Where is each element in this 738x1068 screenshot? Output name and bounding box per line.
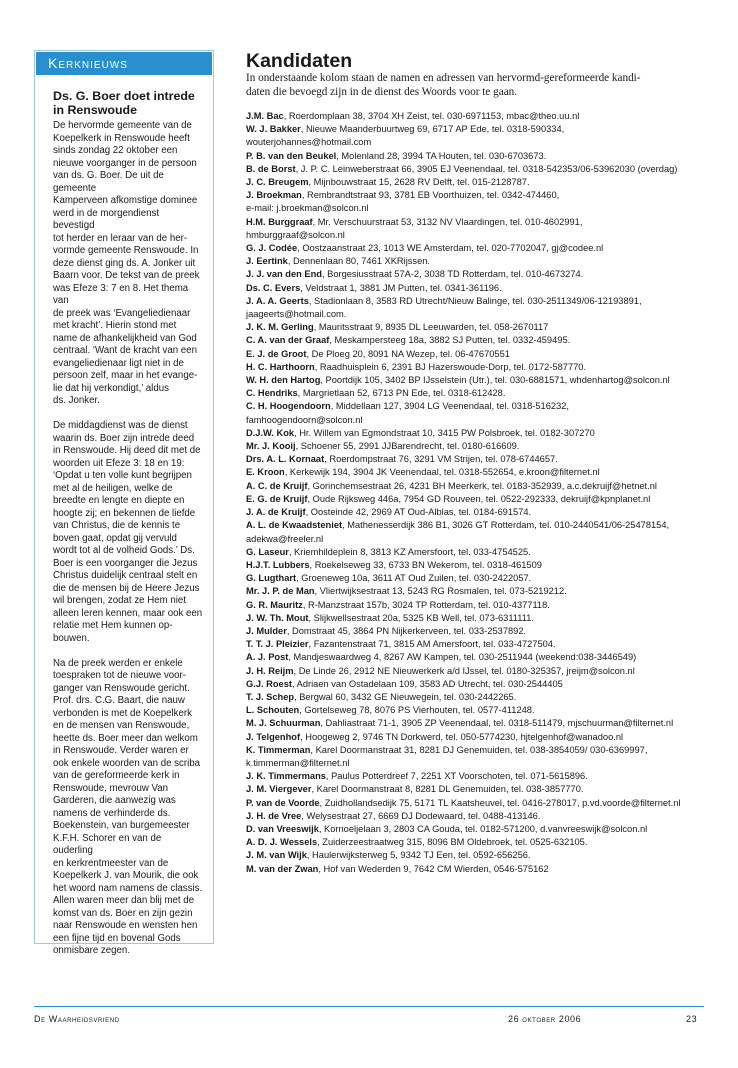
candidate-name: J. H. Reijm <box>246 665 294 676</box>
candidate-name: T. T. J. Pleizier <box>246 639 309 650</box>
candidate-entry <box>246 506 706 519</box>
candidate-name: C. A. van der Graaf <box>246 335 330 346</box>
candidate-entry <box>246 717 706 730</box>
candidate-details: , Adriaen van Ostadelaan 109, 3583 AD Utrecht, tel. 030-2544405 <box>291 678 563 689</box>
candidate-name: A. L. de Kwaadsteniet <box>246 520 343 531</box>
candidate-details: , Gortelseweg 78, 8076 PS Vierhouten, tel. 0577-411248. <box>299 705 535 716</box>
candidate-entry <box>246 638 706 651</box>
candidate-name: J. K. Timmermans <box>246 771 326 782</box>
candidate-details: , Borgesiusstraat 57A-2, 3038 TD Rotterdam, tel. 010-4673274. <box>321 269 584 280</box>
candidate-entry <box>246 163 706 176</box>
candidate-details: , Karel Doormanstraat 31, 8281 DJ Genemuiden, tel. 038-3854059/ 030-6369997, k.timmerman@filternet.nl <box>246 744 648 768</box>
candidate-entry <box>246 770 706 783</box>
candidate-name: J. Broekman <box>246 190 302 201</box>
candidate-details: , Fazantenstraat 71, 3815 AM Amersfoort, tel. 033-4727504. <box>308 639 556 650</box>
candidate-details: , Oosteinde 42, 2969 AT Oud-Alblas, tel. 0184-691574. <box>305 507 532 518</box>
page-title: Kandidaten <box>246 50 353 72</box>
candidate-name: C. Hendriks <box>246 388 298 399</box>
candidate-details: , Zuiderzeestraatweg 315, 8096 BM Oldebroek, tel. 0525-632105. <box>317 837 588 848</box>
candidate-name: H.J.T. Lubbers <box>246 559 310 570</box>
candidate-name: G. Laseur <box>246 546 289 557</box>
candidate-entry <box>246 480 706 493</box>
candidate-name: T. J. Schep <box>246 691 295 702</box>
candidate-details: , Dennenlaan 80, 7461 XKRijssen. <box>287 256 430 267</box>
candidate-entry <box>246 678 706 691</box>
candidate-entry <box>246 321 706 334</box>
candidate-entry <box>246 440 706 453</box>
candidate-details: , Roerdompstraat 76, 3291 VM Strijen, tel. 078-6744657. <box>324 454 558 465</box>
candidate-entry <box>246 348 706 361</box>
candidate-details: , Hoogeweg 2, 9746 TN Dorkwerd, tel. 050-5774230, hjtelgenhof@wanadoo.nl <box>300 731 624 742</box>
candidate-entry <box>246 744 706 770</box>
candidate-details: , Stadionlaan 8, 3583 RD Utrecht/Nieuw Balinge, tel. 030-2511349/06-12193891, jaageerts@hotmail.com. <box>246 295 642 320</box>
candidate-name: W. H. den Hartog <box>246 375 321 386</box>
candidate-details: , Roerdomplaan 38, 3704 XH Zeist, tel. 030-6971153, mbac@theo.uu.nl <box>283 111 580 121</box>
candidate-entry <box>246 731 706 744</box>
candidate-entry <box>246 651 706 664</box>
candidate-entry <box>246 810 706 823</box>
candidate-entry <box>246 493 706 506</box>
candidate-entry <box>246 189 706 215</box>
candidate-details: , Mijnbouwstraat 15, 2628 RV Delft, tel. 015-2128787. <box>308 177 530 188</box>
candidate-entry <box>246 519 706 545</box>
page-number: 23 <box>686 1014 698 1024</box>
candidate-name: G. Lugthart <box>246 573 297 584</box>
candidate-name: J. A. de Kruijf <box>246 507 306 518</box>
candidate-entry <box>246 665 706 678</box>
candidate-details: , Mauritsstraat 9, 8935 DL Leeuwarden, tel. 058-2670117 <box>313 322 549 333</box>
candidate-name: M. van der Zwan <box>246 863 319 874</box>
candidate-entry <box>246 612 706 625</box>
article-paragraph: De middagdienst was de dienst waarin ds. Boer zijn intrede deed in Renswoude. Hij deed dit met de woorden uit Efeze 3: 18 en 19: ‘Opdat u ten volle kunt begrijpen met al de heiligen, welke de breedte en lengte en diepte en hoogte zij; en bekennen de liefde van Christus, die de kennis te boven gaat, opdat gij vervuld wordt tot al de volheid Gods.’ Ds. Boer is een voorganger die Jezus Christus duidelijk centraal stelt en die de mensen bij de Heere Jezus wil brengen, zodat ze Hem niet alleen leren kennen, maar ook een relatie met Hem kunnen op- bouwen. <box>53 420 203 644</box>
candidate-name: B. de Borst <box>246 163 296 174</box>
candidate-name: E. G. de Kruijf <box>246 493 308 504</box>
candidate-entry <box>246 453 706 466</box>
candidate-name: H. C. Harthoorn <box>246 361 315 372</box>
candidate-name: E. Kroon <box>246 467 285 478</box>
candidate-name: C. H. Hoogendoorn <box>246 401 331 412</box>
candidate-name: J. Telgenhof <box>246 731 301 742</box>
candidate-entry <box>246 849 706 862</box>
candidate-details: , Raadhuisplein 6, 2391 BJ Hazerswoude-Dorp, tel. 0172-587770. <box>314 361 587 372</box>
candidate-details: , De Ploeg 20, 8091 NA Wezep, tel. 06-47670551 <box>306 348 510 359</box>
candidate-details: , Mathenesserdijk 386 B1, 3026 GT Rotterdam, tel. 010-2440541/06-25478154, adekwa@freeler.nl <box>246 520 670 544</box>
candidates-section <box>246 50 706 876</box>
candidate-entry <box>246 546 706 559</box>
candidate-entry <box>246 797 706 810</box>
candidate-details: , Oostzaanstraat 23, 1013 WE Amsterdam, tel. 020-7702047, gj@codee.nl <box>297 243 604 254</box>
candidate-details: , Dahliastraat 71-1, 3905 ZP Veenendaal, tel. 0318-511479, mjschuurman@filternet.nl <box>320 718 674 729</box>
candidate-entry <box>246 599 706 612</box>
candidate-name: E. J. de Groot <box>246 348 307 359</box>
candidate-details: , Margrietlaan 52, 6713 PN Ede, tel. 0318-612428. <box>297 388 506 399</box>
article-paragraph: Na de preek werden er enkele toespraken tot de nieuwe voor- ganger van Renswoude gericht. Prof. drs. C.G. Baart, die nauw verbonden is met de Koepelkerk en de mensen van Renswoude, heette ds. Boer meer dan welkom in Renswoude. Verder waren er ook enkele woorden van de scriba van de gereformeerde kerk in Renswoude, mevrouw Van Garderen, die aanwezig was namens de verhinderde ds. Boekenstein, van burgemeester K.F.H. Schorer en van de ouderling en kerkrentmeester van de Koepelkerk J. van Mourik, die ook het woord nam namens de classis. Allen waren meer dan blij met de komst van ds. Boer en zijn gezin naar Renswoude en wensten hen een fijne tijd en bovenal Gods onmisbare zegen. <box>53 657 203 956</box>
candidate-details: , Kornoeljelaan 3, 2803 CA Gouda, tel. 0182-571200, d.vanvreeswijk@solcon.nl <box>318 823 648 834</box>
candidate-details: , Zuidhollandsedijk 75, 5171 TL Kaatsheuvel, tel. 0416-278017, p.vd.voorde@filternet.nl <box>319 797 681 808</box>
candidate-name: L. Schouten <box>246 705 300 716</box>
section-intro: In onderstaande kolom staan de namen en adressen van hervormd-gereformeerde kandi- daten die bevoegd zijn in de dienst des Woords voor te gaan. <box>246 72 641 98</box>
candidate-entry <box>246 823 706 836</box>
article-paragraph: De hervormde gemeente van de Koepelkerk in Renswoude heeft sinds zondag 22 oktober een nieuwe voorganger in de persoon van ds. G. Boer. De uit de gemeente Kamperveen afkomstige dominee werd in de morgendienst bevestigd tot herder en leraar van de her- vormde gemeente Renswoude. In deze dienst ging ds. A. Jonker uit Baarn voor. De tekst van de preek was Efeze 3: 7 en 8. Het thema van de preek was ‘Evangeliedienaar met kracht’. Hierin stond met name de afhankelijkheid van God centraal. ‘Want de kracht van een evangeliedienaar ligt niet in de persoon zelf, maar in het evange- lie dat hij verkondigt,’ aldus ds. Jonker. <box>53 120 200 406</box>
candidate-details: , J. P. C. Leinweberstraat 66, 3905 EJ Veenendaal, tel. 0318-542353/06-53962030 (overdag) <box>295 163 678 174</box>
candidate-details: , Hr. Willem van Egmondstraat 10, 3415 PW Polsbroek, tel. 0182-307270 <box>294 427 595 438</box>
candidate-details: , Bergwal 60, 3432 GE Nieuwegein, tel. 030-2442265. <box>294 691 517 702</box>
candidate-name: P. van de Voorde <box>246 797 320 808</box>
candidate-details: , Welysestraat 27, 6669 DJ Dodewaard, tel. 0488-413146. <box>301 810 541 821</box>
candidate-entry <box>246 110 706 123</box>
candidate-details: , Mr. Verschuurstraat 53, 3132 NV Vlaardingen, tel. 010-4602991, hmburggraaf@solcon.nl <box>246 216 583 240</box>
candidate-entry <box>246 123 706 149</box>
candidate-details: , Middellaan 127, 3904 LG Veenendaal, tel. 0318-516232, famhoogendoorn@solcon.nl <box>246 401 569 425</box>
footer-publication: De Waarheidsvriend <box>34 1014 120 1024</box>
candidate-name: P. B. van den Beukel <box>246 150 337 161</box>
candidate-name: W. J. Bakker <box>246 124 301 135</box>
candidate-name: J. J. van den End <box>246 269 322 280</box>
candidate-details: , Poortdijk 105, 3402 BP IJsselstein (Utr.), tel. 030-6881571, whdenhartog@solcon.nl <box>320 375 670 386</box>
candidate-name: J.M. Bac <box>246 111 284 121</box>
candidate-entry <box>246 466 706 479</box>
candidate-entry <box>246 176 706 189</box>
candidate-details: , Haulerwijksterweg 5, 9342 TJ Een, tel. 0592-656256. <box>306 850 531 861</box>
candidate-entry <box>246 255 706 268</box>
candidate-details: , De Linde 26, 2912 NE Nieuwerkerk a/d IJssel, tel. 0180-325357, jreijm@solcon.nl <box>293 665 635 676</box>
candidate-name: J. K. M. Gerling <box>246 322 314 333</box>
candidate-name: J. A. A. Geerts <box>246 295 309 306</box>
candidate-name: Drs. A. L. Kornaat <box>246 454 325 465</box>
candidate-name: G. J. Codée <box>246 243 298 254</box>
candidate-details: , Paulus Potterdreef 7, 2251 XT Voorschoten, tel. 071-5615896. <box>325 771 588 782</box>
candidate-details: , Nieuwe Maanderbuurtweg 69, 6717 AP Ede, tel. 0318-590334, wouterjohannes@hotmail.com <box>246 124 565 148</box>
article-title: Ds. G. Boer doet intrede in Renswoude <box>53 89 195 117</box>
candidate-name: K. Timmerman <box>246 744 311 755</box>
candidate-details: , Schoener 55, 2991 JJBarendrecht, tel. 0180-616609. <box>295 441 520 452</box>
candidate-name: G. R. Mauritz <box>246 599 303 610</box>
candidate-details: , Oude Rijksweg 446a, 7954 GD Rouveen, tel. 0522-292333, dekruijf@kpnplanet.nl <box>307 493 651 504</box>
candidate-name: J. H. de Vree <box>246 810 302 821</box>
sidebar-header: Kerknieuws <box>36 52 212 75</box>
candidate-name: G.J. Roest <box>246 678 292 689</box>
candidate-entry <box>246 334 706 347</box>
candidate-entry <box>246 295 706 321</box>
footer-divider <box>34 1006 704 1007</box>
candidate-entry <box>246 400 706 426</box>
candidate-entry <box>246 361 706 374</box>
candidate-details: , Molenland 28, 3994 TA Houten, tel. 030-6703673. <box>336 150 547 161</box>
candidate-name: Mr. J. Kooij <box>246 441 296 452</box>
candidate-details: , R-Manzstraat 157b, 3024 TP Rotterdam, tel. 010-4377118. <box>302 599 550 610</box>
candidate-entry <box>246 374 706 387</box>
candidate-entry <box>246 585 706 598</box>
candidate-details: , Karel Doormanstraat 8, 8281 DL Genemuiden, tel. 038-3857770. <box>311 784 584 795</box>
candidate-details: , Slijkwellsestraat 20a, 5325 KB Well, tel. 073-6311111. <box>308 612 534 623</box>
candidate-name: J. M. Viergever <box>246 784 312 795</box>
candidate-name: J. Eertink <box>246 256 288 267</box>
candidate-details: , Meskampersteeg 18a, 3882 SJ Putten, tel. 0332-459495. <box>329 335 571 346</box>
candidate-entry <box>246 836 706 849</box>
candidate-details: , Roekelseweg 33, 6733 BN Wekerom, tel. 0318-461509 <box>309 559 542 570</box>
candidate-name: M. J. Schuurman <box>246 718 321 729</box>
candidate-name: H.M. Burggraaf <box>246 216 313 227</box>
candidate-name: D. van Vreeswijk <box>246 823 319 834</box>
candidate-entry <box>246 268 706 281</box>
sidebar-article <box>35 76 213 958</box>
candidate-entry <box>246 242 706 255</box>
candidate-name: A. D. J. Wessels <box>246 837 318 848</box>
candidate-details: , Mandjeswaardweg 4, 8267 AW Kampen, tel. 030-2511944 (weekend:038-3446549) <box>288 652 637 663</box>
candidate-entry <box>246 559 706 572</box>
candidate-name: A. J. Post <box>246 652 289 663</box>
candidate-entry <box>246 387 706 400</box>
candidate-name: J. W. Th. Mout <box>246 612 309 623</box>
candidate-entry <box>246 150 706 163</box>
candidate-entry <box>246 704 706 717</box>
candidate-entry <box>246 783 706 796</box>
candidate-name: J. M. van Wijk <box>246 850 307 861</box>
candidate-details: , Hof van Wederden 9, 7642 CM Wierden, 0546-575162 <box>318 863 549 874</box>
candidate-entry <box>246 216 706 242</box>
candidate-name: J. Mulder <box>246 625 287 636</box>
candidate-name: Ds. C. Evers <box>246 282 301 293</box>
candidate-list <box>246 110 706 876</box>
candidate-details: , Rembrandtstraat 93, 3781 EB Voorthuizen, tel. 0342-474460, e-mail: j.broekman@solcon.nl <box>246 190 560 214</box>
candidate-entry <box>246 572 706 585</box>
candidate-entry <box>246 863 706 876</box>
candidate-details: , Vliertwijksestraat 13, 5243 RG Rosmalen, tel. 073-5219212. <box>314 586 567 597</box>
candidate-details: , Kriemhildeplein 8, 3813 KZ Amersfoort, tel. 033-4754525. <box>288 546 531 557</box>
candidate-entry <box>246 625 706 638</box>
candidate-details: , Kerkewijk 194, 3904 JK Veenendaal, tel. 0318-552654, e.kroon@filternet.nl <box>284 467 600 478</box>
candidate-details: , Gorinchemsestraat 26, 4231 BH Meerkerk, tel. 0183-352939, a.c.dekruijf@hetnet.nl <box>307 480 657 491</box>
candidate-name: J. C. Breugem <box>246 177 309 188</box>
candidate-name: Mr. J. P. de Man <box>246 586 315 597</box>
news-sidebar <box>34 50 214 956</box>
candidate-entry <box>246 427 706 440</box>
candidate-name: D.J.W. Kok <box>246 427 295 438</box>
footer-date: 26 oktober 2006 <box>508 1014 582 1024</box>
candidate-entry <box>246 282 706 295</box>
candidate-name: A. C. de Kruijf <box>246 480 308 491</box>
candidate-details: , Groeneweg 10a, 3611 AT Oud Zuilen, tel. 030-2422057. <box>296 573 532 584</box>
candidate-details: , Domstraat 45, 3864 PN Nijkerkerveen, tel. 033-2537892. <box>286 625 527 636</box>
candidate-details: , Veldstraat 1, 3881 JM Putten, tel. 0341-361196. <box>300 282 502 293</box>
candidate-entry <box>246 691 706 704</box>
